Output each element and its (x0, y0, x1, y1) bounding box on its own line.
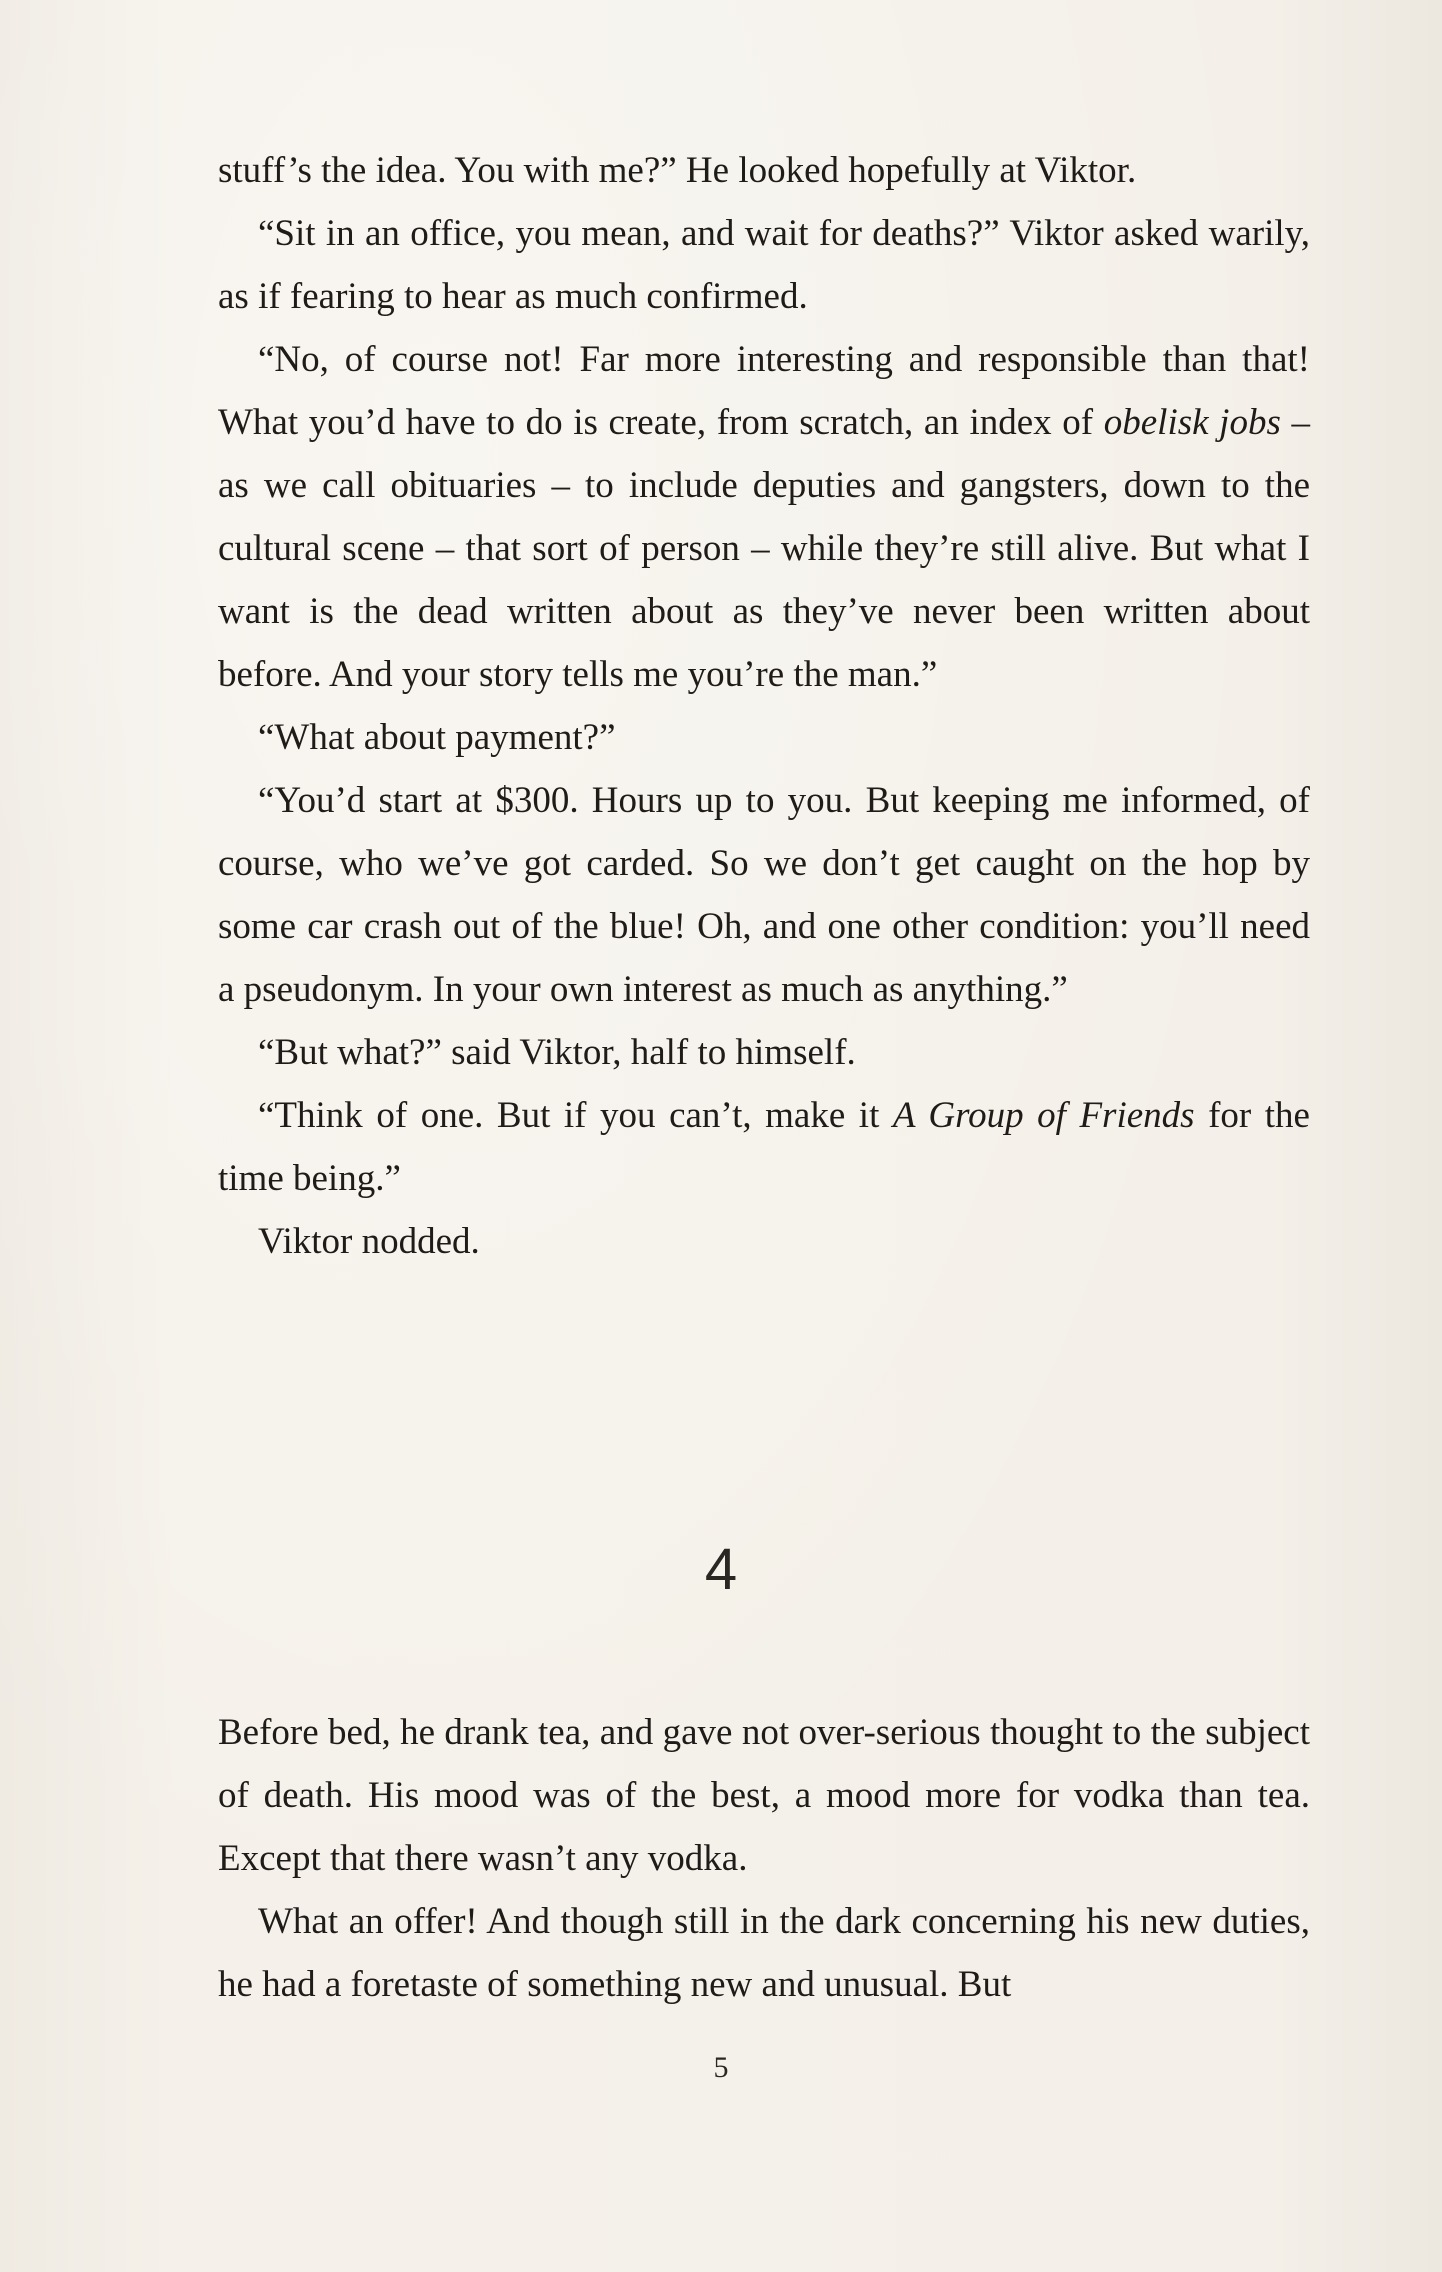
paragraph (218, 139, 1310, 202)
page-number: 5 (713, 2051, 729, 2084)
paragraph (218, 328, 1310, 706)
text-run: “What about payment?” (258, 717, 616, 758)
paragraph (218, 769, 1310, 1021)
paragraph (218, 1084, 1310, 1210)
paragraph (218, 1210, 1310, 1273)
text-run: Viktor nodded. (258, 1221, 480, 1262)
text-run: “Sit in an office, you mean, and wait for deaths?” Viktor asked warily, as if fearing to hear as much confirmed. (218, 213, 1310, 317)
paragraph (218, 1021, 1310, 1084)
text-run: “No, of course not! Far more interesting and responsible than that! What you’d have to do is create, from scratch, an index of (218, 339, 1310, 443)
body-text-top (218, 139, 1310, 1273)
text-run: stuff’s the idea. You with me?” He looked hopefully at Viktor. (218, 150, 1137, 191)
italic-text-run: obelisk jobs (1103, 402, 1281, 443)
text-run: – as we call obituaries – to include deputies and gangsters, down to the cultural scene – that sort of person – while they’re still alive. But what I want is the dead written about as they’ve never been written about before. And your story tells me you’re the man.” (218, 402, 1311, 695)
text-run: “But what?” said Viktor, half to himself. (258, 1032, 856, 1073)
paragraph (218, 1701, 1310, 1890)
chapter-number: 4 (704, 1537, 738, 1602)
text-run: for the time being.” (218, 1095, 1310, 1199)
text-run: What an offer! And though still in the dark concerning his new duties, he had a foretaste of something new and unusual. But (218, 1901, 1310, 2005)
text-run: “You’d start at $300. Hours up to you. But keeping me informed, of course, who we’ve got carded. So we don’t get caught on the hop by some car crash out of the blue! Oh, and one other condition: you’ll need a pseudonym. In your own interest as much as anything.” (218, 780, 1310, 1010)
text-run: “Think of one. But if you can’t, make it (258, 1095, 893, 1136)
paragraph (218, 706, 1310, 769)
italic-text-run: A Group of Friends (892, 1095, 1195, 1136)
paragraph (218, 202, 1310, 328)
paragraph (218, 1890, 1310, 2016)
body-text-bottom (218, 1701, 1310, 2016)
text-run: Before bed, he drank tea, and gave not over-serious thought to the subject of death. His mood was of the best, a mood more for vodka than tea. Except that there wasn’t any vodka. (218, 1712, 1310, 1879)
